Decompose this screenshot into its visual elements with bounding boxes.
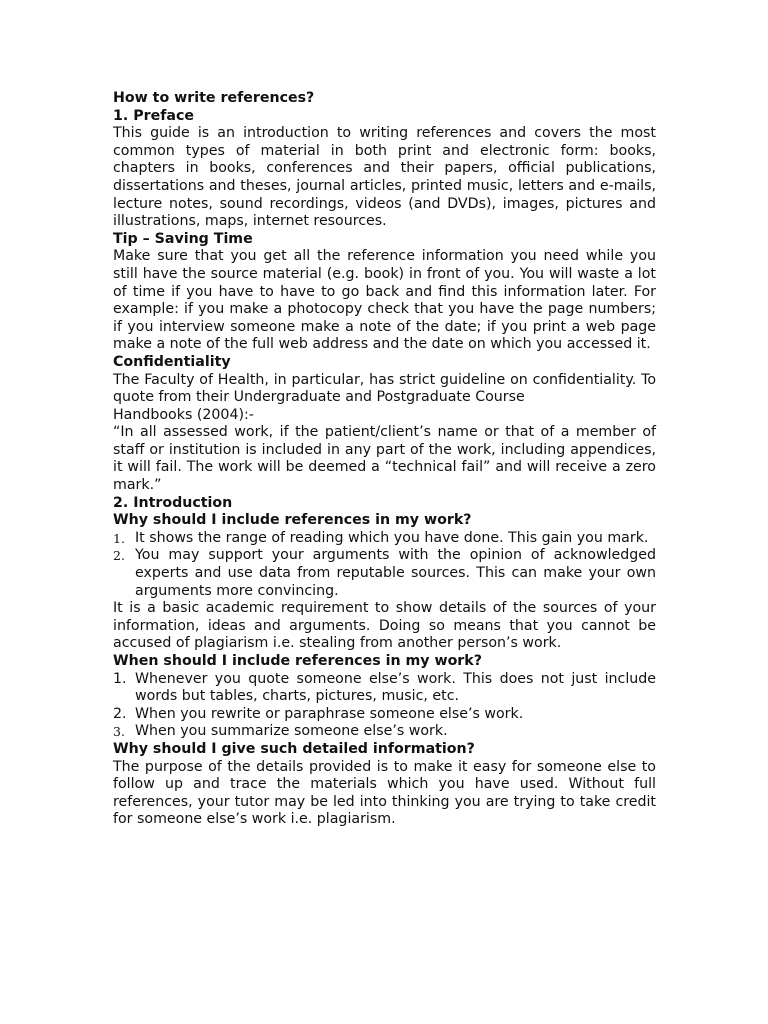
list-item-number: 3. bbox=[113, 724, 125, 740]
list-item bbox=[113, 547, 656, 600]
list-item-text: When you rewrite or paraphrase someone else’s work. bbox=[135, 705, 524, 722]
list-item-text: When you summarize someone else’s work. bbox=[135, 723, 448, 740]
confidentiality-quote: “In all assessed work, if the patient/client’s name or that of a member of staff or institution is included in any part of the work, including appendices, it will fail. The work will be deemed a “technical fail” and will receive a zero mark.” bbox=[113, 424, 656, 494]
list-item bbox=[113, 530, 656, 548]
introduction-heading: 2. Introduction bbox=[113, 494, 233, 511]
list-item-text: Whenever you quote someone else’s work. This does not just include words but tables, charts, pictures, music, etc. bbox=[135, 670, 656, 705]
when-heading: When should I include references in my work? bbox=[113, 653, 482, 669]
tip-heading: Tip – Saving Time bbox=[113, 230, 253, 247]
detailed-text: The purpose of the details provided is to make it easy for someone else to follow up and trace the materials which you have used. Without full references, your tutor may be led into thinking you are trying to take credit for someone else’s work i.e. plagiarism. bbox=[113, 758, 656, 828]
why-list bbox=[113, 530, 656, 600]
list-item-text: You may support your arguments with the opinion of acknowledged experts and use data from reputable sources. This can make your own arguments more convincing. bbox=[135, 547, 656, 599]
preface-heading: 1. Preface bbox=[113, 107, 194, 124]
list-item-number: 1. bbox=[113, 670, 127, 687]
why-text: It is a basic academic requirement to show details of the sources of your information, ideas and arguments. Doing so means that you cannot be accused of plagiarism i.e. stealing from another person’s work. bbox=[113, 600, 656, 652]
confidentiality-text: The Faculty of Health, in particular, has strict guideline on confidentiality. To quote from their Undergraduate and Postgraduate Course bbox=[113, 371, 656, 406]
document-title: How to write references? bbox=[113, 90, 315, 106]
list-item-text: It shows the range of reading which you have done. This gain you mark. bbox=[135, 529, 649, 546]
when-list bbox=[113, 671, 656, 741]
detailed-heading: Why should I give such detailed information? bbox=[113, 740, 475, 757]
confidentiality-text-2: Handbooks (2004):- bbox=[113, 406, 254, 423]
preface-text: This guide is an introduction to writing references and covers the most common types of material in both print and electronic form: books, chapters in books, conferences and their papers, official publications, dissertations and theses, journal articles, printed music, letters and e-mails, lecture notes, sound recordings, videos (and DVDs), images, pictures and illustrations, maps, internet resources. bbox=[113, 125, 656, 230]
tip-text: Make sure that you get all the reference information you need while you still have the source material (e.g. book) in front of you. You will waste a lot of time if you have to have to go back and find this information later. For example: if you make a photocopy check that you have the page numbers; if you interview someone make a note of the date; if you print a web page make a note of the full web address and the date on which you accessed it. bbox=[113, 248, 656, 353]
list-item bbox=[113, 723, 656, 741]
list-item bbox=[113, 671, 656, 706]
list-item-number: 2. bbox=[113, 705, 127, 722]
confidentiality-heading: Confidentiality bbox=[113, 353, 231, 370]
why-heading: Why should I include references in my work? bbox=[113, 512, 472, 529]
document-page bbox=[113, 90, 656, 829]
list-item-number: 1. bbox=[113, 530, 125, 546]
list-item-number: 2. bbox=[113, 548, 125, 564]
list-item bbox=[113, 706, 656, 724]
